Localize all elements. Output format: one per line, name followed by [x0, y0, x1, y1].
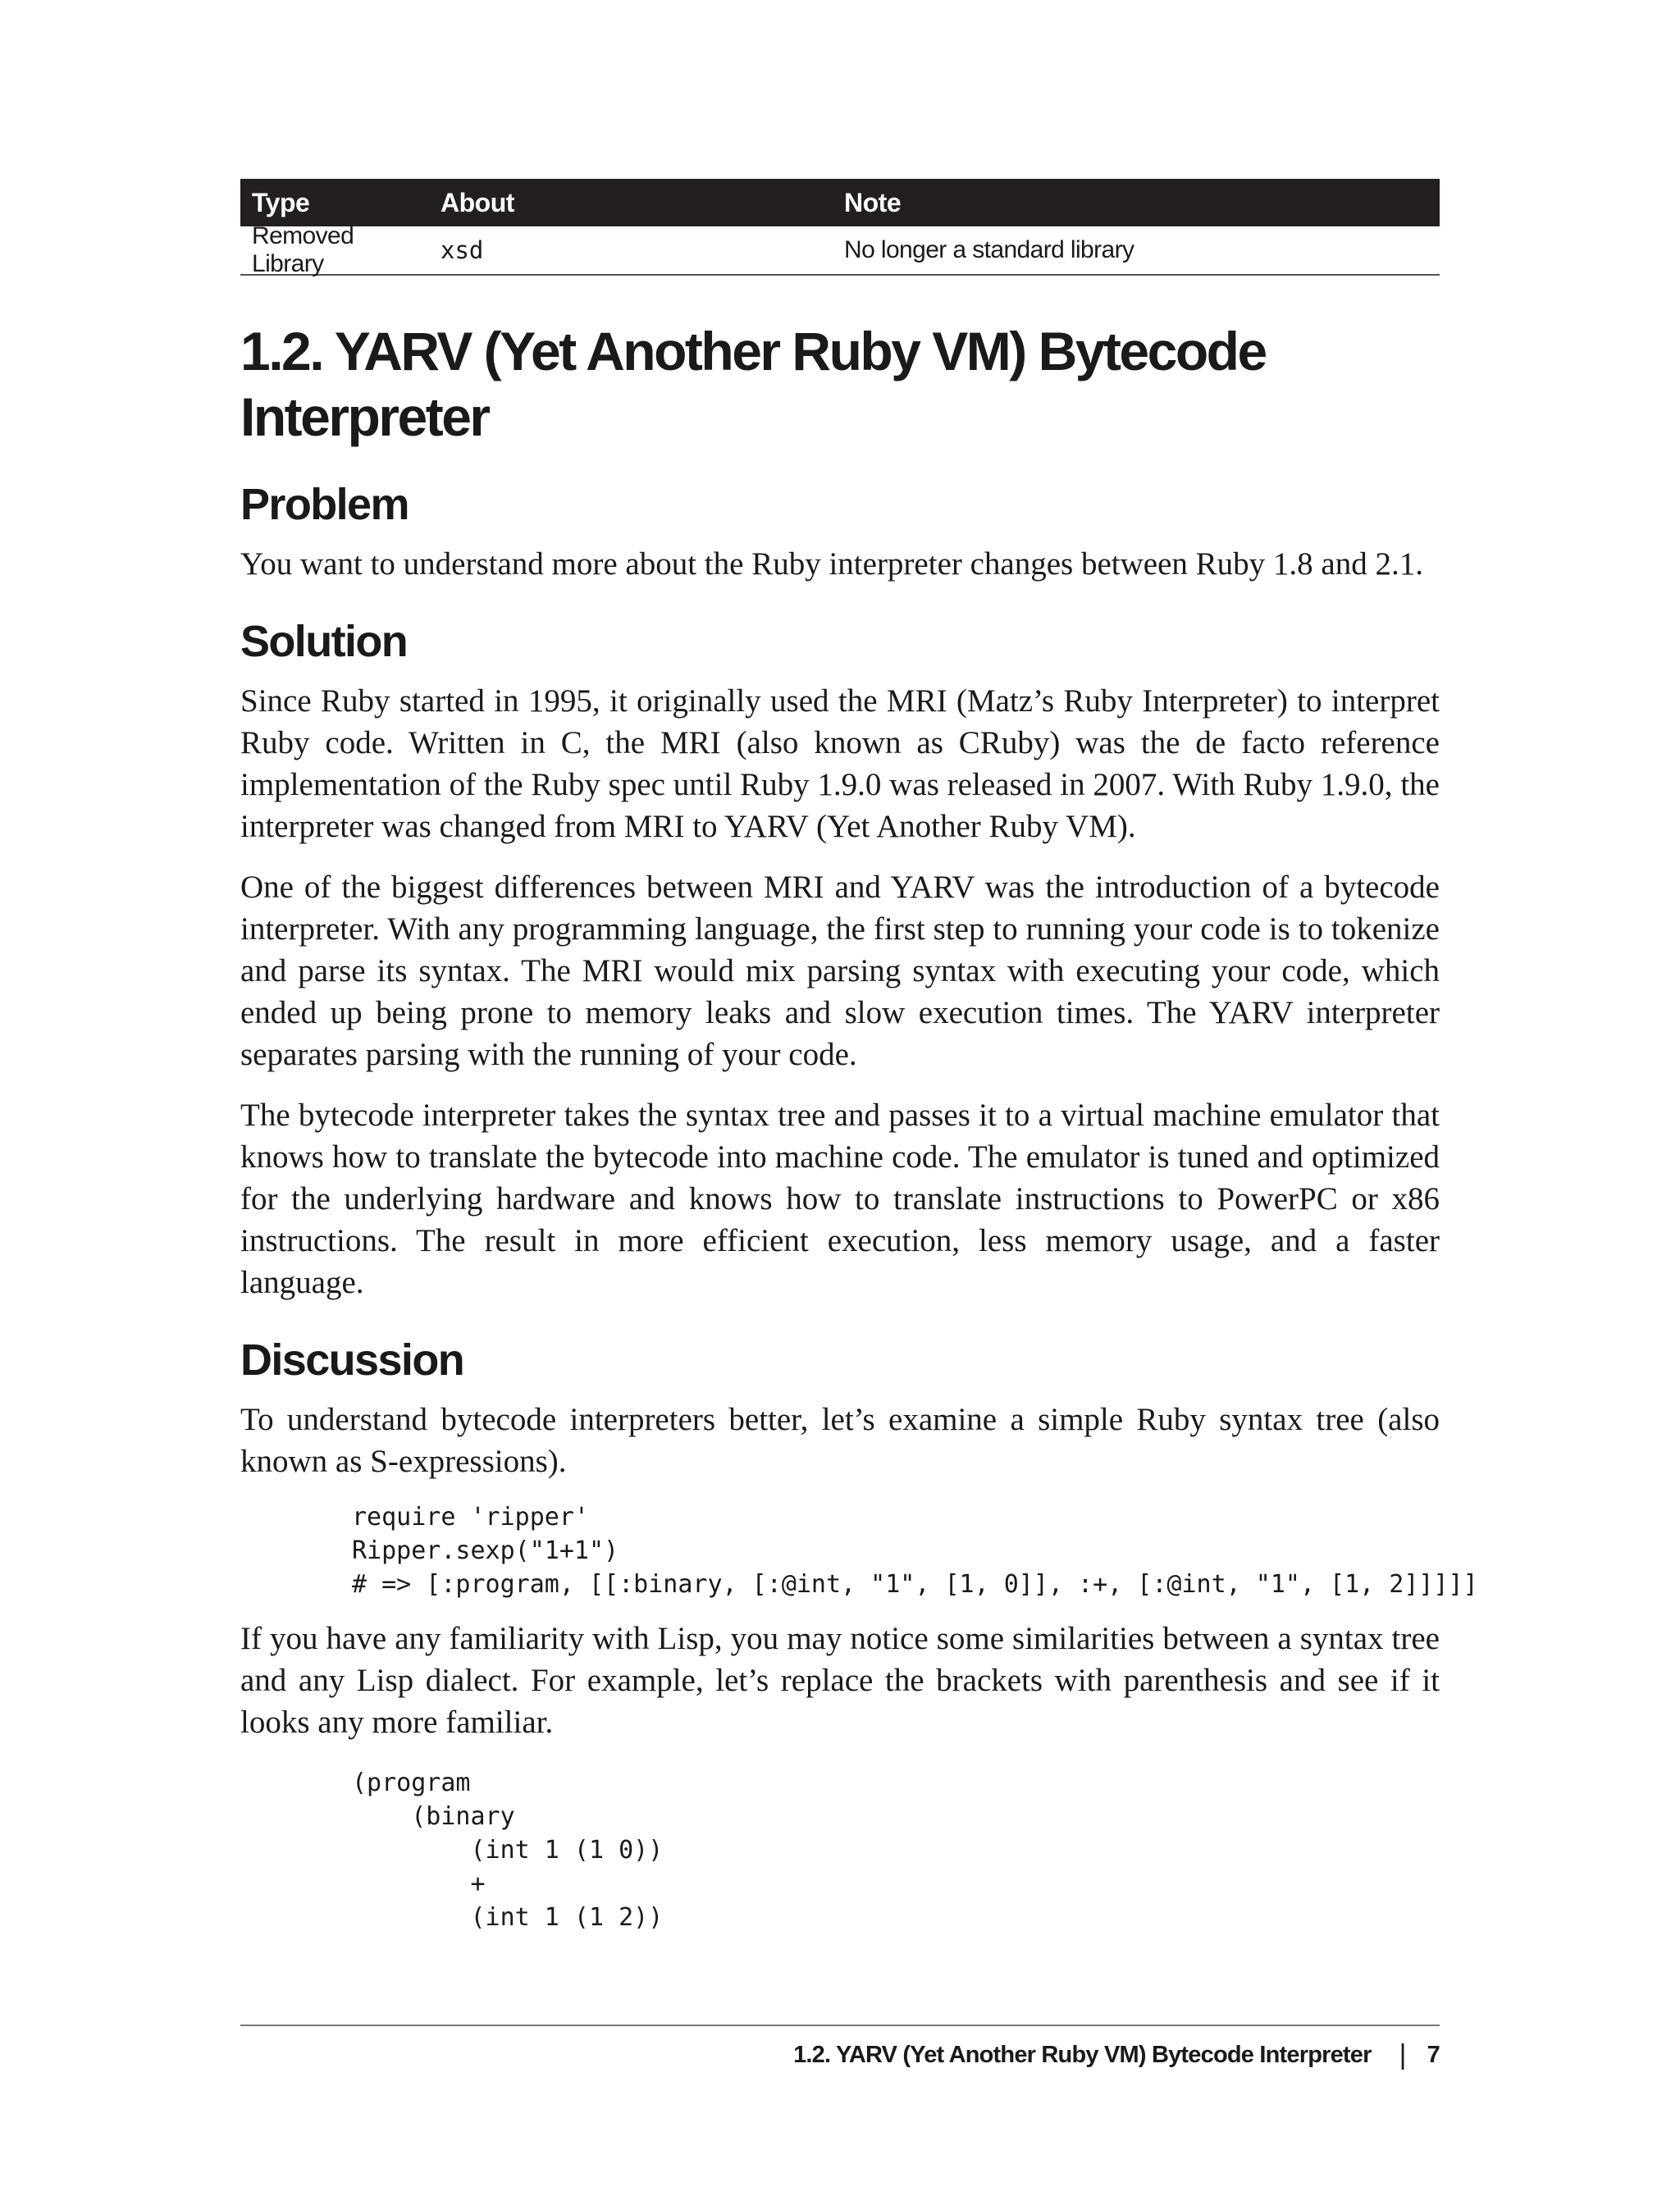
code-block-ripper: require 'ripper' Ripper.sexp("1+1") # => [:program, [[:binary, [:@int, "1", [1, 0]], :+, [:@int, "1", [1, 2]]]]] [352, 1503, 1478, 1599]
header-type: Type [252, 187, 310, 217]
table-row [240, 222, 1440, 277]
solution-paragraph-1: Since Ruby started in 1995, it originally used the MRI (Matz’s Ruby Interpreter) to interpret Ruby code. Written in C, the MRI (also known as CRuby) was the de facto reference implementation of the Ruby spec until Ruby 1.9.0 was released in 2007. With Ruby 1.9.0, the interpreter was changed from MRI to YARV (Yet Another Ruby VM). [240, 683, 1440, 844]
header-about: About [441, 187, 514, 217]
discussion-middle: If you have any familiarity with Lisp, you may notice some similarities between a syntax tree and any Lisp dialect. For example, let’s replace the brackets with parenthesis and see if it looks any more familiar. [240, 1621, 1440, 1740]
cell-note: No longer a standard library [844, 236, 1134, 263]
solution-paragraph-2: One of the biggest differences between MRI and YARV was the introduction of a bytecode interpreter. With any programming language, the first step to running your code is to tokenize and parse its syntax. The MRI would mix parsing syntax with executing your code, which ended up being prone to memory leaks and slow execution times. The YARV interpreter separates parsing with the running of your code. [240, 870, 1440, 1072]
discussion-heading: Discussion [240, 1335, 464, 1385]
code-block-lisp: (program (binary (int 1 (1 0)) + (int 1 (1 2)) [352, 1769, 664, 1932]
footer-rule [240, 2025, 1440, 2026]
problem-text: You want to understand more about the Ruby interpreter changes between Ruby 1.8 and 2.1. [240, 546, 1423, 582]
table-header-row [240, 179, 1440, 226]
problem-heading: Problem [240, 480, 409, 529]
header-note: Note [844, 187, 902, 217]
section-title: 1.2. YARV (Yet Another Ruby VM) Bytecode Interpreter [240, 321, 1266, 447]
cell-about: xsd [441, 236, 484, 264]
page-number: 7 [1427, 2041, 1440, 2068]
library-table [240, 179, 1440, 276]
running-title: 1.2. YARV (Yet Another Ruby VM) Bytecode Interpreter [793, 2041, 1372, 2068]
discussion-intro: To understand bytecode interpreters better, let’s examine a simple Ruby syntax tree (also known as S-expressions). [240, 1402, 1440, 1479]
footer-separator: | [1399, 2038, 1406, 2070]
cell-type: Removed Library [252, 222, 354, 277]
page-footer [793, 2034, 1440, 2075]
page-content [240, 179, 1478, 1934]
solution-heading: Solution [240, 617, 408, 666]
solution-paragraph-3: The bytecode interpreter takes the syntax tree and passes it to a virtual machine emulator that knows how to translate the bytecode into machine code. The emulator is tuned and optimized for the underlying hardware and knows how to translate instructions to PowerPC or x86 instructions. The result in more efficient execution, less memory usage, and a faster language. [240, 1098, 1440, 1300]
